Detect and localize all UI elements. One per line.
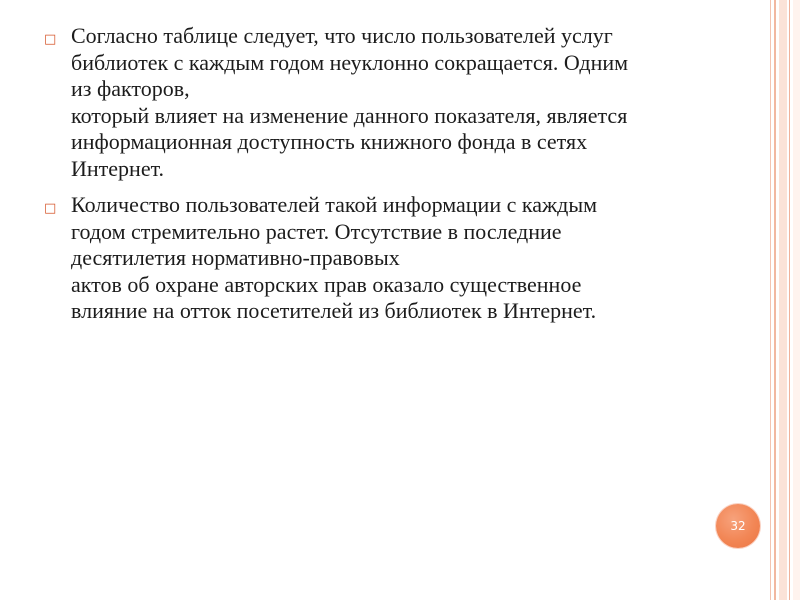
frame-stripe: [770, 0, 771, 600]
decorative-frame: [770, 0, 800, 600]
frame-stripe: [774, 0, 776, 600]
slide-body: [44, 23, 754, 335]
page-number-badge: 32: [716, 504, 760, 548]
bullet-paragraph: [44, 23, 754, 182]
frame-stripe: [789, 0, 790, 600]
bullet-paragraph: [44, 192, 754, 325]
hollow-square-bullet-icon: □: [44, 32, 57, 47]
paragraph-text: Количество пользователей такой информации с каждым годом стремительно растет. Отсутствие в последние десятилетия нормативно-правовых актов об охране авторских прав оказало существенное влияние на отток посетителей из библиотек в Интернет.: [71, 192, 598, 323]
frame-stripe: [779, 0, 787, 600]
hollow-square-bullet-icon: □: [44, 201, 57, 216]
paragraph-text: Согласно таблице следует, что число пользователей услуг библиотек с каждым годом неуклонно сокращается. Одним из факторов, который влияет на изменение данного показателя, является информационная доступность книжного фонда в сетях Интернет.: [71, 23, 629, 181]
frame-stripe: [793, 0, 800, 600]
